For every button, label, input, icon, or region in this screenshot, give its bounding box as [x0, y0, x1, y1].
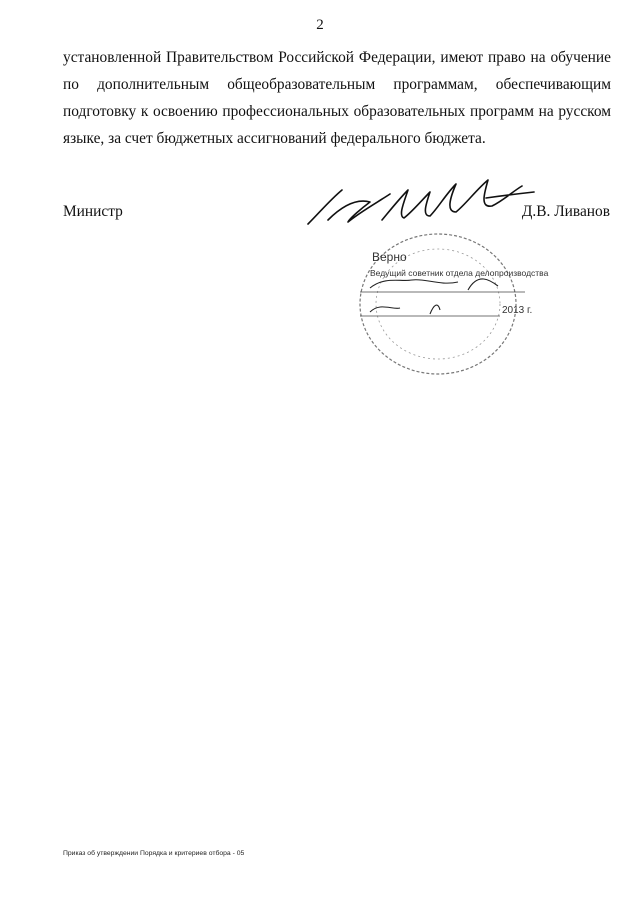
body-line: установленной Правительством Российской Федерации, имеют право на обучение: [63, 49, 611, 66]
certification-stamp: [340, 232, 550, 387]
document-body: [63, 44, 611, 152]
signatory-title: Министр: [63, 203, 123, 220]
handwritten-signature: [300, 172, 545, 232]
stamp-verno: Верно: [372, 250, 407, 264]
body-line: подготовку к освоению профессиональных образовательных программ на русском: [63, 103, 611, 120]
signatory-name: Д.В. Ливанов: [521, 203, 610, 220]
body-line: по дополнительным общеобразовательным программам, обеспечивающим: [63, 76, 611, 93]
page-number: 2: [316, 17, 324, 33]
stamp-role: Ведущий советник отдела делопроизводства: [370, 268, 549, 278]
stamp-year: 2013 г.: [502, 305, 533, 316]
document-footer: Приказ об утверждении Порядка и критериев отбора - 05: [63, 850, 245, 857]
body-line: языке, за счет бюджетных ассигнований федерального бюджета.: [63, 130, 486, 147]
